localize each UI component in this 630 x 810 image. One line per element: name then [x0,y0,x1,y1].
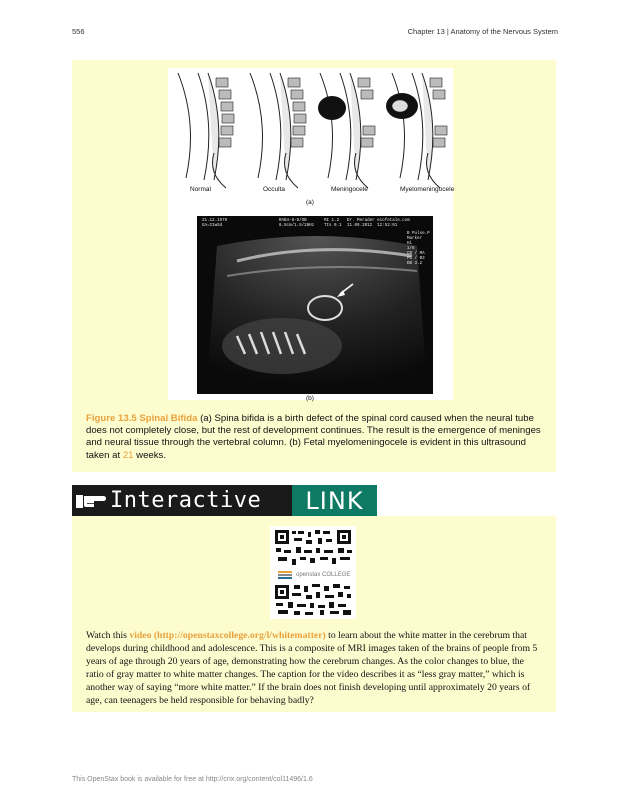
interactive-link-banner [72,485,377,516]
figure-caption: Figure 13.5 Spinal Bifida (a) Spina bifida is a birth defect of the spinal cord caused when the neural tube does not completely close, but the rest of development continues. The result is the emergence of meninges and neural tissue through the vertebral column. (b) Fetal myelomeningocele is evident in this ultrasound taken at 21 weeks. [86,413,541,461]
banner-interactive-word: Interactive [110,488,262,513]
video-link[interactable]: video (http://openstaxcollege.org/l/whitematter) [129,630,326,641]
subfigure-a-label: (a) [306,199,314,206]
spine-meningocele-illustration [318,73,375,188]
ultrasound-image [197,216,433,394]
qr-code[interactable] [270,526,356,619]
ultrasound-scan [197,216,433,394]
page-footer: This OpenStax book is available for free at http://cnx.org/content/col11496/1.6 [72,776,313,783]
subfigure-b-label: (b) [306,395,314,402]
figure-label: Figure 13.5 Spinal Bifida [86,413,198,424]
caption-weeks-number: 21 [122,449,134,461]
label-myelomeningocele: Myelomeningocele [400,186,455,193]
us-meta-left: 21.12.1979 GA=21w5d [202,219,228,228]
label-occulta: Occulta [263,186,286,193]
openstax-logo-icon [278,571,292,579]
spine-myelomeningocele-illustration [386,73,447,188]
chapter-title: Chapter 13 | Anatomy of the Nervous System [407,27,558,36]
pointing-hand-icon [72,485,110,516]
interactive-link-text: Watch this video (http://openstaxcollege.org/l/whitematter) to learn about the white matter in the cerebrum that develops during childhood and adolescence. This is a composite of MRI images taken of the brains of people from 5 years of age through 20 years of age, demonstrating how the cerebrum changes. As the color changes to blue, the ratio of gray matter to white matter changes. The caption for the video describes it as “less gray matter,” which is another way of saying “more white matter.” If the brain does not finish developing until approximately 20 years of age, can teenagers be held responsible for behaving badly? [86,630,538,706]
label-meningocele: Meningocele [331,186,368,193]
openstax-logo: openstax COLLEGE [270,570,356,580]
spine-normal-illustration [178,73,234,188]
us-meta-right: Dr. Merader ecofetale.com 11.09.2012 12:52:01 [347,219,410,228]
page-number: 556 [72,27,85,36]
label-normal: Normal [190,186,211,193]
us-meta-index: MI 1.2 TIs 0.1 [324,219,342,228]
banner-link-word: LINK [292,485,377,516]
us-meta-side: B Pulse.P Marker Hi 1/6 CB / MA P1 / B3 DB 3.2 [407,232,430,266]
spine-occulta-illustration [250,73,306,188]
spine-illustrations [168,68,453,198]
interactive-link-box [72,516,556,712]
figure-image [168,68,453,400]
us-meta-probe: RAB4-8-D/OB 8.5cm/1.5/28Hz [279,219,315,228]
